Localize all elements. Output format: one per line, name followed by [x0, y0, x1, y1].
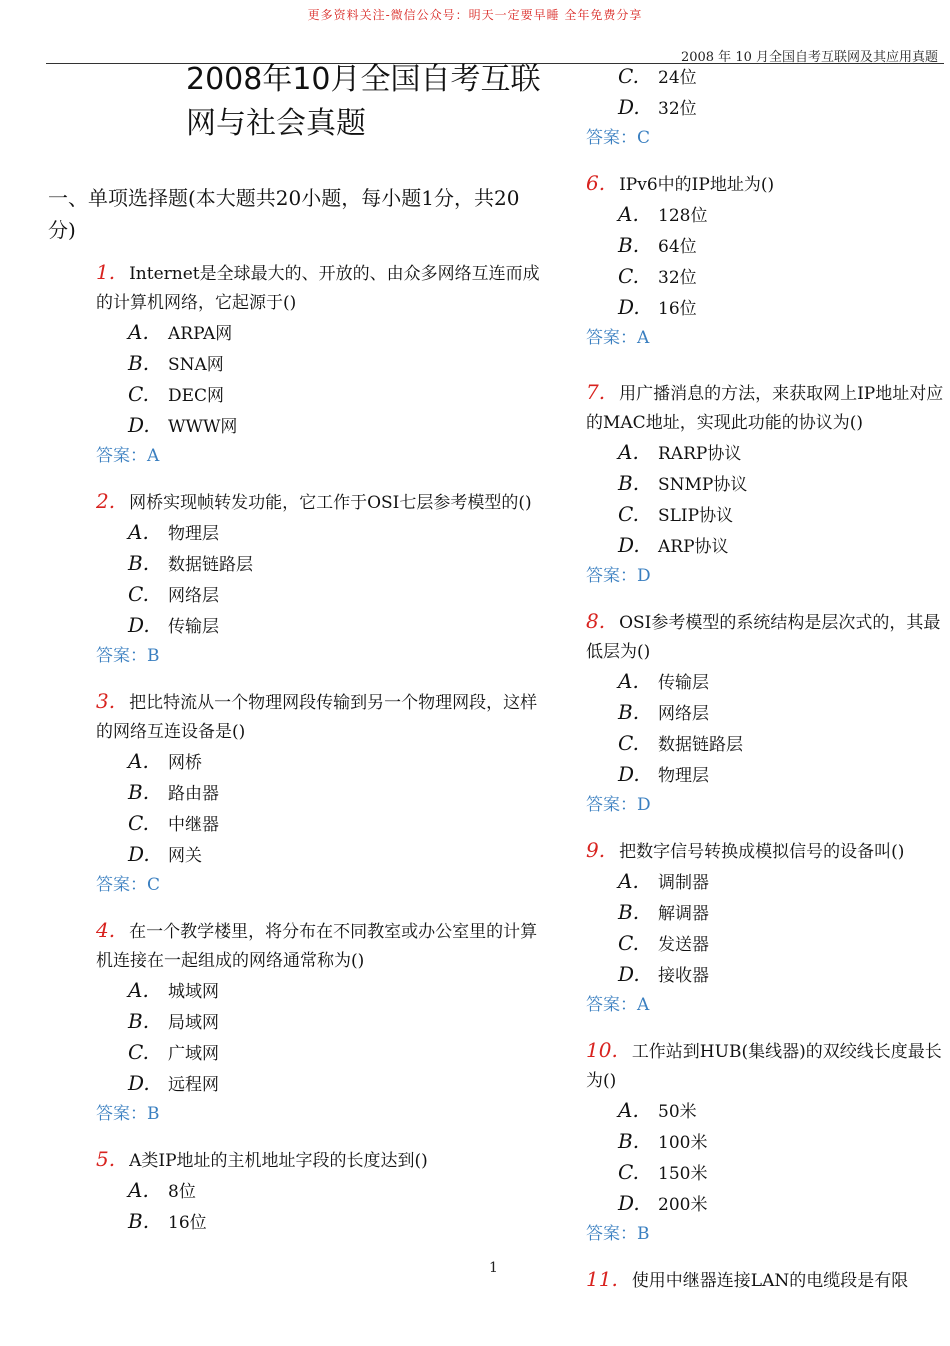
option-b: B. 解调器: [618, 900, 709, 924]
question-text: 把数字信号转换成模拟信号的设备叫(): [619, 842, 905, 862]
question-text: 使用中继器连接LAN的电缆段是有限: [631, 1271, 909, 1291]
question-9: [586, 836, 944, 1019]
option-d: D. 物理层: [618, 762, 709, 786]
option-c: C. SLIP协议: [618, 502, 734, 526]
question-text: IPv6中的IP地址为(): [619, 175, 775, 195]
question-number: 5.: [96, 1147, 116, 1171]
answer: 答案：C: [586, 128, 651, 148]
question-number: 11.: [586, 1267, 618, 1291]
option-d: D. 接收器: [618, 962, 709, 986]
question-text: Internet是全球最大的、开放的、由众多网络互连而成的计算机网络，它起源于(): [96, 264, 540, 313]
option-a: A. 8位: [128, 1178, 196, 1202]
question-number: 3.: [96, 689, 116, 713]
option-c: C. 广域网: [128, 1040, 219, 1064]
page-number: 1: [489, 1260, 498, 1276]
option-c: C. 中继器: [128, 811, 219, 835]
option-b: B. 局域网: [128, 1009, 219, 1033]
option-c: C. DEC网: [128, 382, 225, 406]
option-b: B. 16位: [128, 1209, 207, 1233]
question-text: 把比特流从一个物理网段传输到另一个物理网段，这样的网络互连设备是(): [96, 693, 538, 742]
option-a: A. 50米: [618, 1098, 697, 1122]
option-d: D. 网关: [128, 842, 202, 866]
option-d: D. WWW网: [128, 413, 238, 437]
right-column: [586, 62, 944, 1313]
question-2: [96, 487, 546, 670]
option-c: C. 网络层: [128, 582, 219, 606]
question-4: [96, 916, 546, 1128]
option-d: D. 200米: [618, 1191, 708, 1215]
answer: 答案：A: [96, 446, 160, 466]
answer: 答案：C: [96, 875, 161, 895]
answer: 答案：A: [586, 995, 650, 1015]
option-b: B. 64位: [618, 233, 697, 257]
question-text: 工作站到HUB(集线器)的双绞线长度最长为(): [586, 1042, 942, 1091]
option-c: C. 32位: [618, 264, 697, 288]
question-number: 9.: [586, 838, 606, 862]
answer: 答案：A: [586, 328, 650, 348]
option-d: D. 远程网: [128, 1071, 219, 1095]
option-d: D. 32位: [618, 95, 697, 119]
option-b: B. SNMP协议: [618, 471, 748, 495]
answer: 答案：D: [586, 795, 651, 815]
question-5-continued: [586, 62, 944, 152]
left-column: [96, 258, 546, 1255]
question-8: [586, 607, 944, 819]
option-a: A. 调制器: [618, 869, 709, 893]
question-7: [586, 378, 944, 590]
answer: 答案：D: [586, 566, 651, 586]
question-1: [96, 258, 546, 470]
option-a: A. RARP协议: [618, 440, 742, 464]
option-a: A. 网桥: [128, 749, 202, 773]
question-10: [586, 1036, 944, 1248]
option-a: A. ARPA网: [128, 320, 233, 344]
question-number: 1.: [96, 260, 116, 284]
top-banner: 更多资料关注-微信公众号：明天一定要早睡 全年免费分享: [307, 8, 643, 22]
option-d: D. 16位: [618, 295, 697, 319]
option-c: C. 发送器: [618, 931, 709, 955]
option-b: B. SNA网: [128, 351, 224, 375]
question-number: 8.: [586, 609, 606, 633]
question-number: 2.: [96, 489, 116, 513]
option-b: B. 路由器: [128, 780, 219, 804]
answer: 答案：B: [586, 1224, 650, 1244]
answer: 答案：B: [96, 1104, 160, 1124]
question-6: [586, 169, 944, 352]
question-number: 10.: [586, 1038, 618, 1062]
running-header: 2008 年 10 月全国自考互联网及其应用真题: [680, 50, 938, 65]
question-text: A类IP地址的主机地址字段的长度达到(): [129, 1151, 428, 1171]
question-number: 6.: [586, 171, 606, 195]
option-a: A. 128位: [618, 202, 708, 226]
question-5: [96, 1145, 546, 1238]
document-title: 2008年10月全国自考互联网与社会真题: [186, 62, 541, 141]
option-c: C. 数据链路层: [618, 731, 743, 755]
question-text: 网桥实现帧转发功能，它工作于OSI七层参考模型的(): [129, 493, 532, 513]
option-b: B. 100米: [618, 1129, 708, 1153]
question-3: [96, 687, 546, 899]
question-number: 7.: [586, 380, 606, 404]
section-title: 一、单项选择题(本大题共20小题，每小题1分，共20分): [48, 186, 520, 242]
option-d: D. 传输层: [128, 613, 219, 637]
question-text: OSI参考模型的系统结构是层次式的，其最低层为(): [586, 613, 941, 662]
option-a: A. 传输层: [618, 669, 709, 693]
option-c: C. 150米: [618, 1160, 708, 1184]
option-b: B. 网络层: [618, 700, 709, 724]
option-b: B. 数据链路层: [128, 551, 253, 575]
option-a: A. 物理层: [128, 520, 219, 544]
question-number: 4.: [96, 918, 116, 942]
question-text: 在一个教学楼里，将分布在不同教室或办公室里的计算机连接在一起组成的网络通常称为(): [96, 922, 538, 971]
question-text: 用广播消息的方法，来获取网上IP地址对应的MAC地址，实现此功能的协议为(): [586, 384, 944, 433]
option-c: C. 24位: [618, 64, 697, 88]
answer: 答案：B: [96, 646, 160, 666]
option-a: A. 城域网: [128, 978, 219, 1002]
option-d: D. ARP协议: [618, 533, 729, 557]
question-11: [586, 1265, 944, 1296]
